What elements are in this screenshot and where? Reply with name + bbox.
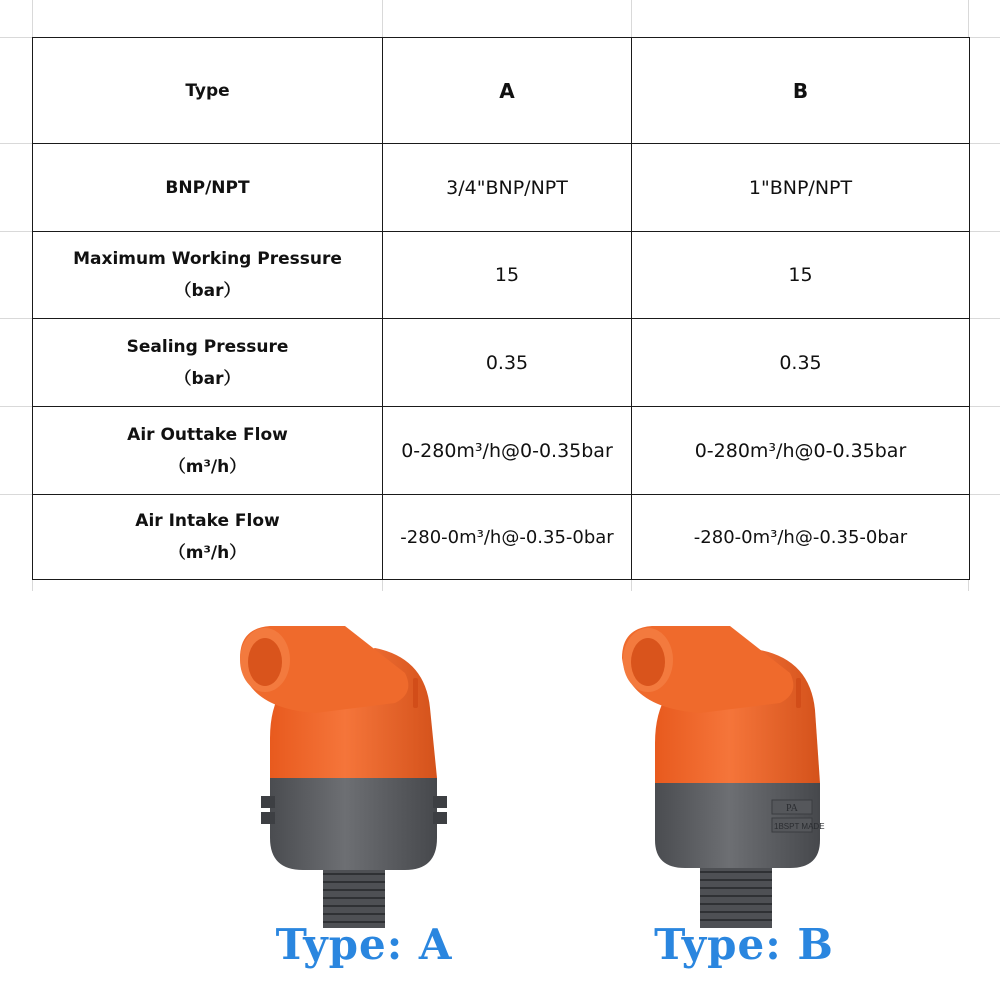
table-row [33, 319, 970, 407]
grid-tick [0, 37, 32, 38]
spec-table [32, 37, 970, 580]
table-row [33, 144, 970, 232]
table-row [33, 232, 970, 319]
header-b-cell: B [632, 38, 970, 144]
product-a-caption: Type: A [275, 920, 453, 969]
grid-tick [631, 0, 632, 37]
row-label-text: Maximum Working Pressure [73, 249, 342, 269]
grid-tick [631, 579, 632, 591]
grid-tick [968, 0, 969, 37]
table-row [33, 407, 970, 495]
grid-tick [969, 494, 1000, 495]
grid-tick [969, 231, 1000, 232]
grid-tick [0, 143, 32, 144]
row-value-b: 0.35 [632, 319, 970, 407]
grid-tick [0, 318, 32, 319]
row-label [33, 495, 383, 580]
row-value-a: 0-280m³/h@0-0.35bar [383, 407, 632, 495]
row-value-b: 1"BNP/NPT [632, 144, 970, 232]
marking-top: PA [786, 803, 798, 814]
row-label-unit: （bar） [174, 368, 241, 389]
row-label-text: Air Outtake Flow [127, 424, 288, 445]
row-value-a: 0.35 [383, 319, 632, 407]
row-label [33, 319, 383, 407]
grid-tick [969, 143, 1000, 144]
product-b-caption: Type: B [654, 920, 834, 969]
table-header-row [33, 38, 970, 144]
grid-tick [969, 318, 1000, 319]
table-row [33, 495, 970, 580]
product-a-image [225, 618, 475, 938]
grid-tick [382, 0, 383, 37]
grid-tick [0, 406, 32, 407]
product-b-image [610, 618, 860, 938]
row-label-unit: （m³/h） [168, 543, 247, 563]
grid-tick [0, 231, 32, 232]
row-label-text: BNP/NPT [165, 177, 250, 198]
grid-tick [32, 0, 33, 37]
header-a-cell: A [383, 38, 632, 144]
row-value-b: 0-280m³/h@0-0.35bar [632, 407, 970, 495]
row-label [33, 232, 383, 319]
row-label [33, 144, 383, 232]
grid-tick [382, 579, 383, 591]
row-value-b: 15 [632, 232, 970, 319]
row-value-a: -280-0m³/h@-0.35-0bar [383, 495, 632, 580]
row-value-b: -280-0m³/h@-0.35-0bar [632, 495, 970, 580]
row-label-text: Sealing Pressure [126, 336, 289, 357]
grid-tick [969, 37, 1000, 38]
header-type-cell: Type [33, 38, 383, 144]
row-label [33, 407, 383, 495]
air-release-valve-icon [610, 618, 860, 938]
row-label-unit: （m³/h） [168, 456, 247, 477]
grid-tick [968, 579, 969, 591]
grid-tick [969, 406, 1000, 407]
grid-tick [32, 579, 33, 591]
marking-bottom: 1BSPT MADE [774, 822, 825, 831]
row-value-a: 3/4"BNP/NPT [383, 144, 632, 232]
row-label-unit: （bar） [174, 281, 241, 301]
row-value-a: 15 [383, 232, 632, 319]
row-label-text: Air Intake Flow [135, 511, 280, 531]
air-release-valve-icon [225, 618, 475, 938]
grid-tick [0, 494, 32, 495]
